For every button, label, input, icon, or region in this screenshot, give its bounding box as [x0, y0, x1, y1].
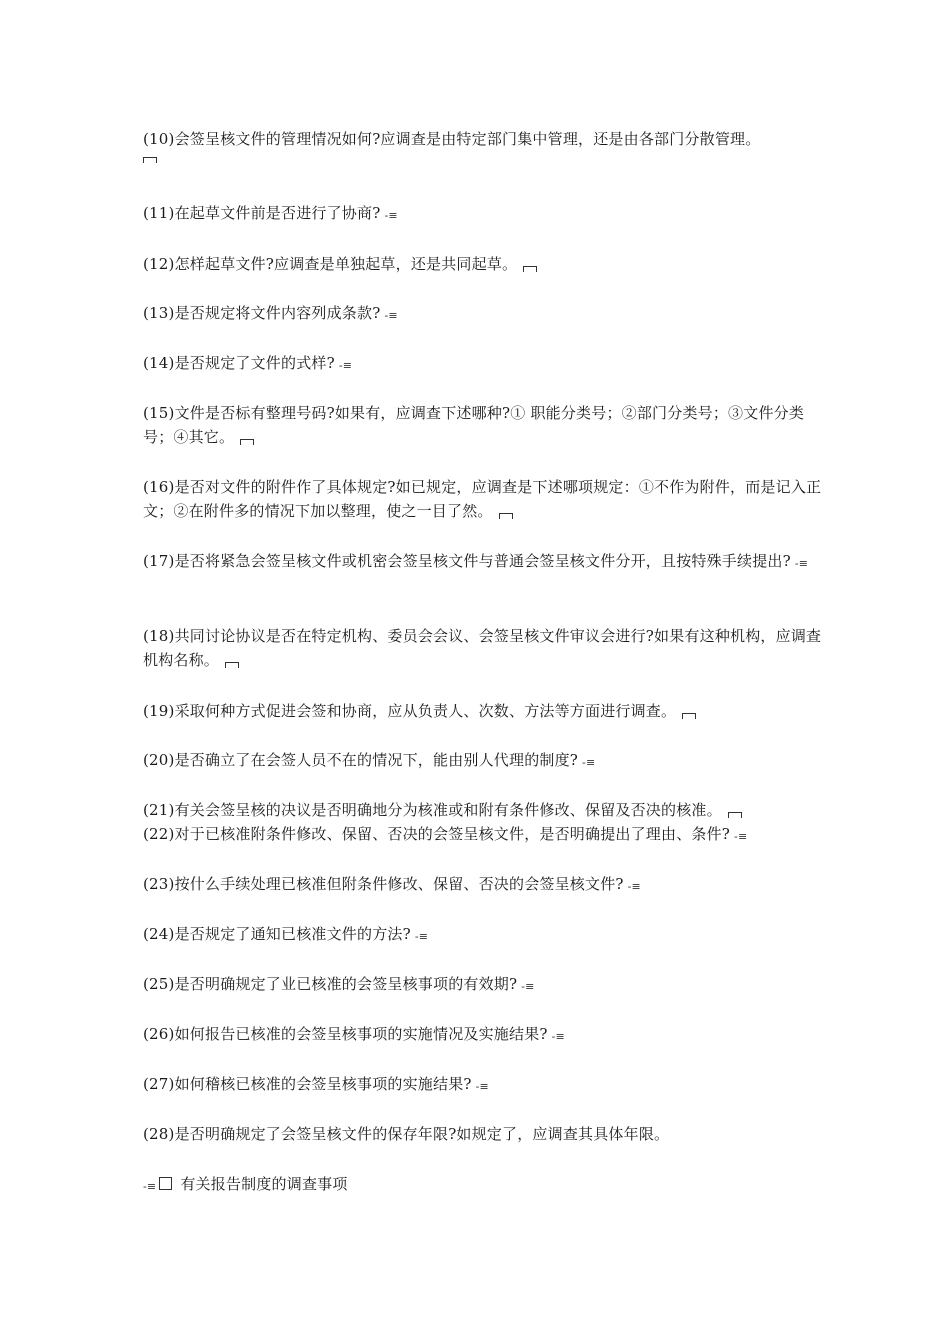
- item-text: (26)如何报告已核准的会签呈核事项的实施情况及实施结果?: [143, 1025, 548, 1043]
- item-27: [143, 1072, 833, 1099]
- section-title: 有关报告制度的调查事项: [180, 1175, 348, 1193]
- item-text: (10)会签呈核文件的管理情况如何?应调查是由特定部门集中管理，还是由各部门分散管理。: [143, 130, 761, 148]
- item-text: (19)采取何种方式促进会签和协商，应从负责人、次数、方法等方面进行调查。: [143, 702, 677, 720]
- item-15: [143, 401, 833, 449]
- item-10: [143, 127, 833, 163]
- item-mark: -≡: [794, 557, 809, 570]
- item-text: (23)按什么手续处理已核准但附条件修改、保留、否决的会签呈核文件?: [143, 875, 624, 893]
- section-prefix: -≡: [143, 1180, 157, 1193]
- item-22: [143, 822, 833, 849]
- item-21: [143, 798, 833, 822]
- item-text: (18)共同讨论协议是否在特定机构、委员会会议、会签呈核文件审议会进行?如果有这种机构，应调查机构名称。: [143, 627, 822, 669]
- item-24: [143, 922, 833, 949]
- item-text: (13)是否规定将文件内容列成条款?: [143, 304, 381, 322]
- item-23: [143, 872, 833, 899]
- item-text: (11)在起草文件前是否进行了协商?: [143, 204, 381, 222]
- item-text: (27)如何稽核已核准的会签呈核事项的实施结果?: [143, 1075, 472, 1093]
- item-11: [143, 201, 833, 228]
- item-text: (25)是否明确规定了业已核准的会签呈核事项的有效期?: [143, 975, 518, 993]
- item-28: [143, 1122, 833, 1146]
- item-14: [143, 351, 833, 378]
- item-text: (21)有关会签呈核的决议是否明确地分为核准或和附有条件修改、保留及否决的核准。: [143, 801, 722, 819]
- item-mark: -≡: [414, 930, 429, 943]
- bracket-mark-icon: [523, 266, 537, 272]
- item-13: [143, 301, 833, 328]
- item-text: (12)怎样起草文件?应调查是单独起草，还是共同起草。: [143, 255, 518, 273]
- item-17: [143, 549, 833, 576]
- item-mark: -≡: [338, 359, 353, 372]
- checkbox-square-icon: [159, 1177, 172, 1190]
- item-19: [143, 699, 833, 723]
- bracket-mark-icon: [682, 713, 696, 719]
- item-text: (24)是否规定了通知已核准文件的方法?: [143, 925, 411, 943]
- item-20: [143, 748, 833, 775]
- bracket-mark-icon: [728, 812, 742, 818]
- item-26: [143, 1022, 833, 1049]
- item-mark: -≡: [627, 880, 641, 893]
- item-mark: -≡: [475, 1080, 489, 1093]
- item-mark: -≡: [384, 209, 398, 222]
- item-text: (16)是否对文件的附件作了具体规定?如已规定，应调查是下述哪项规定：①不作为附件，而是记入正文；②在附件多的情况下加以整理，使之一目了然。: [143, 478, 822, 520]
- item-16: [143, 475, 833, 523]
- item-mark: -≡: [582, 756, 596, 769]
- item-text: (22)对于已核准附条件修改、保留、否决的会签呈核文件，是否明确提出了理由、条件?: [143, 825, 731, 843]
- item-mark: -≡: [521, 980, 535, 993]
- item-25: [143, 972, 833, 999]
- bracket-mark-icon: [225, 662, 239, 668]
- item-mark: -≡: [384, 309, 398, 322]
- item-text: (17)是否将紧急会签呈核文件或机密会签呈核文件与普通会签呈核文件分开，且按特殊手续提出?: [143, 552, 791, 570]
- item-text: (14)是否规定了文件的式样?: [143, 354, 335, 372]
- item-mark: -≡: [734, 830, 748, 843]
- item-12: [143, 252, 833, 276]
- item-text: (28)是否明确规定了会签呈核文件的保存年限?如规定了，应调查其具体年限。: [143, 1125, 670, 1143]
- bracket-mark-icon: [499, 513, 513, 519]
- item-text: (20)是否确立了在会签人员不在的情况下，能由别人代理的制度?: [143, 751, 579, 769]
- section-heading: [143, 1172, 833, 1199]
- bracket-mark-icon: [143, 157, 157, 163]
- item-mark: -≡: [551, 1030, 565, 1043]
- item-18: [143, 624, 833, 672]
- bracket-mark-icon: [240, 439, 254, 445]
- item-text: (15)文件是否标有整理号码?如果有，应调查下述哪种?① 职能分类号；②部门分类号；③文件分类号；④其它。: [143, 404, 805, 446]
